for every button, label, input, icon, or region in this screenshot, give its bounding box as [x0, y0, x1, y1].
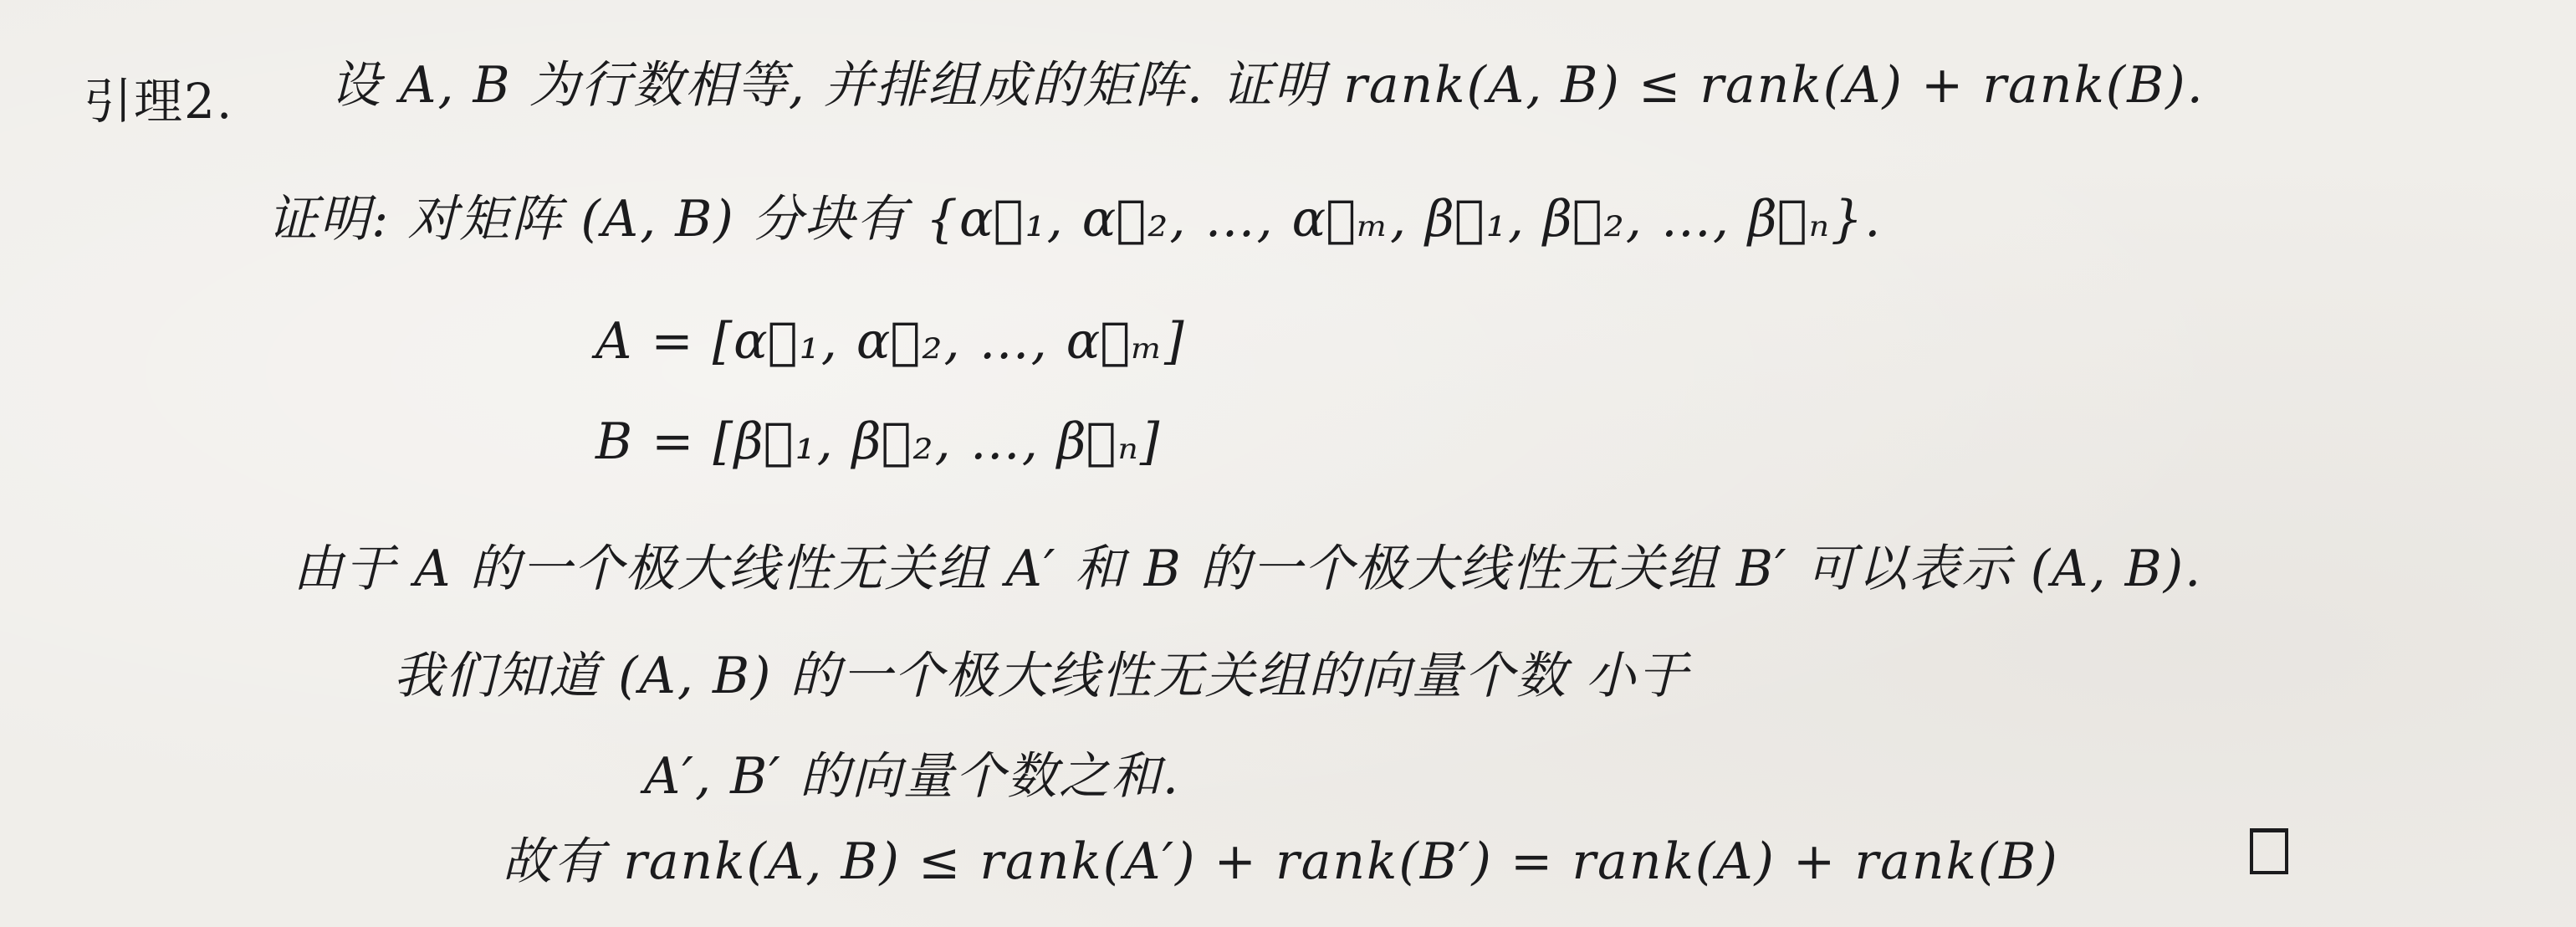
proof-vector-count-sum: A′, B′ 的向量个数之和.	[644, 747, 1180, 806]
matrix-a-definition: A = [α⃗₁, α⃗₂, …, α⃗ₘ]	[595, 312, 1186, 371]
lemma-statement: 设 A, B 为行数相等, 并排组成的矩阵. 证明 rank(A, B) ≤ rank(A) + rank(B).	[330, 56, 2205, 115]
qed-box-icon	[2250, 828, 2288, 874]
matrix-b-definition: B = [β⃗₁, β⃗₂, …, β⃗ₙ]	[595, 412, 1162, 471]
proof-since-statement: 由于 A 的一个极大线性无关组 A′ 和 B 的一个极大线性无关组 B′ 可以表示 (A, B).	[293, 540, 2203, 598]
lemma-label: 引理2.	[84, 73, 234, 130]
proof-intro: 证明: 对矩阵 (A, B) 分块有 {α⃗₁, α⃗₂, …, α⃗ₘ, β⃗₁, β⃗₂, …, β⃗ₙ}.	[268, 190, 1883, 248]
proof-conclusion: 故有 rank(A, B) ≤ rank(A′) + rank(B′) = rank(A) + rank(B)	[502, 832, 2059, 891]
proof-we-know-statement: 我们知道 (A, B) 的一个极大线性无关组的向量个数 小于	[393, 647, 1689, 705]
